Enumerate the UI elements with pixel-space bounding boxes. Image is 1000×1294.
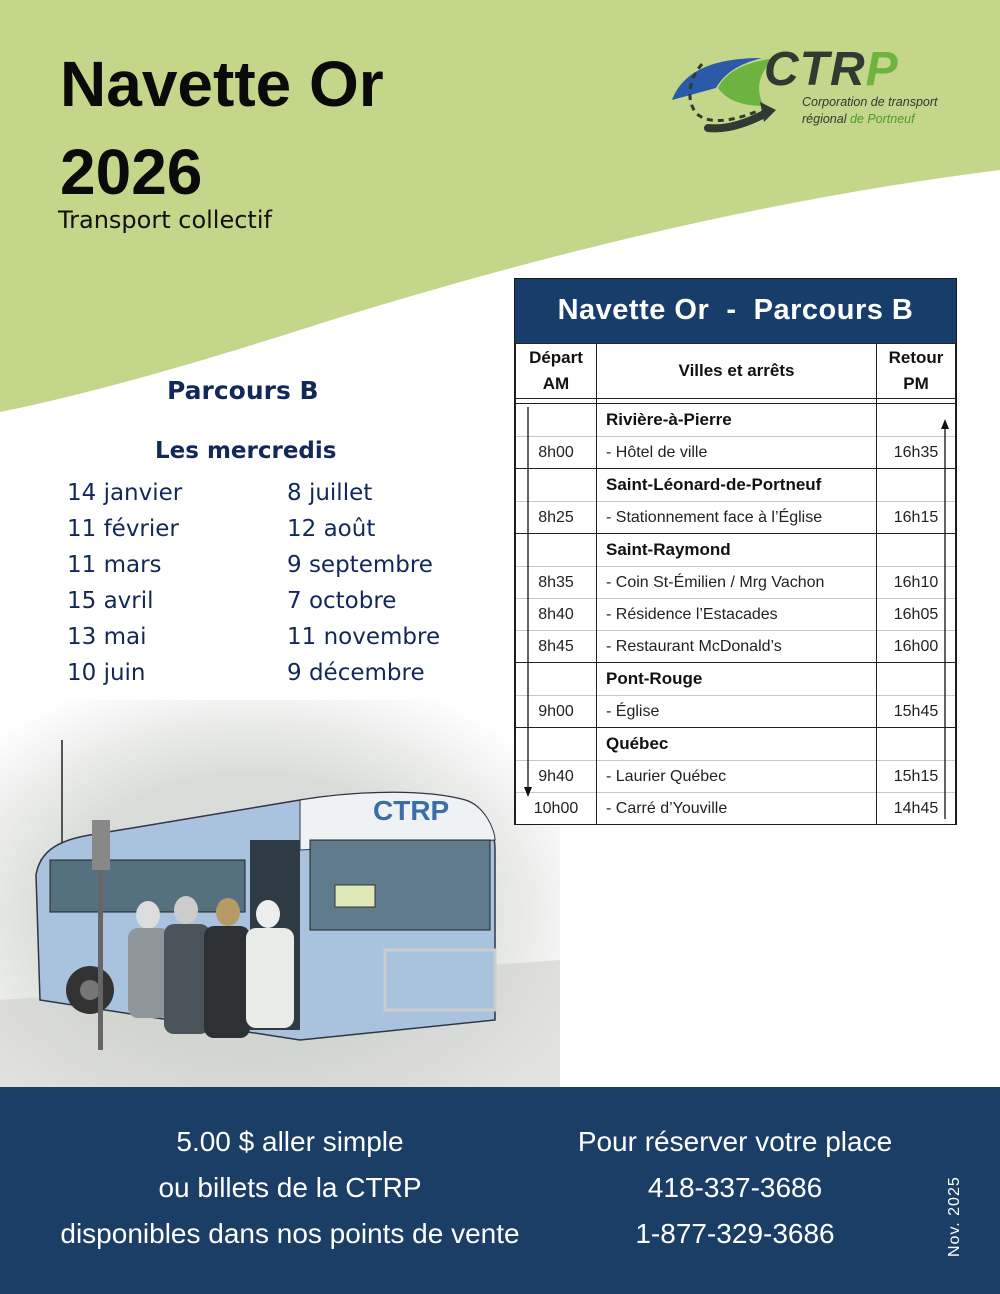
date-item: 8 juillet (287, 480, 373, 506)
stop-row: 8h25 - Stationnement face à l’Église 16h15 (516, 502, 956, 534)
road-swoosh-icon (668, 44, 778, 136)
day-heading: Les mercredis (155, 438, 337, 464)
page-title-line2: 2026 (60, 136, 203, 208)
bus-scene-image (0, 700, 560, 1090)
phone-tollfree[interactable]: 1-877-329-3686 (635, 1218, 835, 1249)
date-item: 10 juin (67, 660, 146, 686)
ctrp-logo (668, 44, 968, 136)
svg-text:CTRP: CTRP (373, 795, 450, 826)
phone-local[interactable]: 418-337-3686 (647, 1172, 823, 1203)
city-row: Pont-Rouge (516, 663, 956, 696)
header-stops: Villes et arrêts (597, 344, 877, 399)
dates-list (67, 480, 467, 696)
header-return: Retour PM (877, 344, 956, 399)
header-departure: Départ AM (516, 344, 597, 399)
date-item: 11 novembre (287, 624, 441, 650)
city-row: Saint-Raymond (516, 534, 956, 567)
page-title (60, 40, 384, 216)
date-item: 9 décembre (287, 660, 425, 686)
fare-info: 5.00 $ aller simple ou billets de la CTRP disponibles dans nos points de vente (60, 1126, 520, 1249)
stop-row: 8h35 - Coin St-Émilien / Mrg Vachon 16h10 (516, 567, 956, 599)
logo-tagline: Corporation de transport régional de Portneuf (802, 95, 938, 126)
city-row: Québec (516, 728, 956, 761)
date-item: 7 octobre (287, 588, 397, 614)
date-item: 14 janvier (67, 480, 183, 506)
route-heading: Parcours B (167, 376, 319, 405)
page-subtitle: Transport collectif (58, 206, 272, 234)
timetable-header-row (516, 344, 956, 399)
stop-row: 10h00 - Carré d’Youville 14h45 (516, 793, 956, 825)
timetable-grid (515, 343, 956, 824)
city-row: Saint-Léonard-de-Portneuf (516, 469, 956, 502)
stop-row: 9h40 - Laurier Québec 15h15 (516, 761, 956, 793)
stop-row: 9h00 - Église 15h45 (516, 696, 956, 728)
timetable-title: Navette Or - Parcours B (515, 279, 956, 343)
date-item: 13 mai (67, 624, 147, 650)
date-item: 12 août (287, 516, 376, 542)
date-item: 11 février (67, 516, 179, 542)
publication-date: Nov. 2025 (946, 1176, 963, 1257)
date-item: 9 septembre (287, 552, 433, 578)
city-row: Rivière-à-Pierre (516, 404, 956, 437)
footer-banner (0, 1087, 1000, 1294)
timetable (514, 278, 957, 825)
date-item: 15 avril (67, 588, 154, 614)
stop-row: 8h40 - Résidence l’Estacades 16h05 (516, 599, 956, 631)
bus-illustration (0, 700, 560, 1090)
page-title-line1: Navette Or (60, 48, 384, 120)
stop-row: 8h00 - Hôtel de ville 16h35 (516, 437, 956, 469)
stop-row: 8h45 - Restaurant McDonald’s 16h00 (516, 631, 956, 663)
logo-wordmark: CTRP (764, 43, 899, 96)
date-item: 11 mars (67, 552, 162, 578)
reservation-info: Pour réserver votre place 418-337-3686 1-877-329-3686 (555, 1119, 915, 1257)
